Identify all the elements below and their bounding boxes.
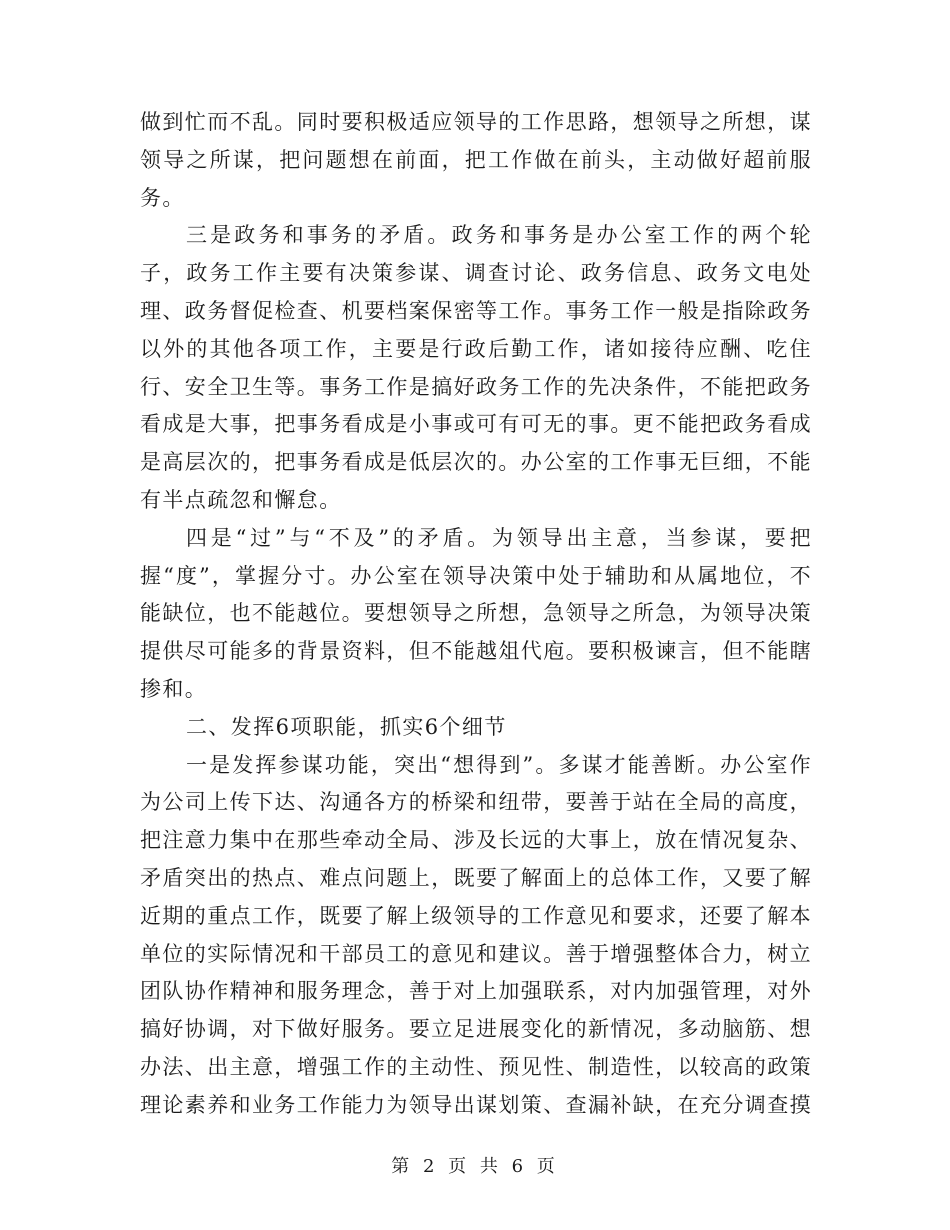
paragraph-politics-vs-affairs: 三是政务和事务的矛盾。政务和事务是办公室工作的两个轮子，政务工作主要有决策参谋、调查讨论、政务信息、政务文电处理、政务督促检查、机要档案保密等工作。事务工作一般是指除政务以外的其他各项工作，主要是行政后勤工作，诸如接待应酬、吃住行、安全卫生等。事务工作是搞好政务工作的先决条件，不能把政务看成是大事，把事务看成是小事或可有可无的事。更不能把政务看成是高层次的，把事务看成是低层次的。办公室的工作事无巨细，不能有半点疏忽和懈怠。 xyxy=(140,223,812,512)
page-number-footer: 第 2 页 共 6 页 xyxy=(391,1156,559,1177)
paragraph-excess-vs-deficiency: 四是“过”与“不及”的矛盾。为领导出主意，当参谋，要把握“度”，掌握分寸。办公室在领导决策中处于辅助和从属地位，不能缺位，也不能越位。要想领导之所想，急领导之所急，为领导决策提供尽可能多的背景资料，但不能越俎代庖。要积极谏言，但不能瞎掺和。 xyxy=(140,525,812,701)
document-body xyxy=(140,104,812,1125)
section-heading: 二、发挥6项职能，抓实6个细节 xyxy=(186,714,507,739)
paragraph-continuation: 做到忙而不乱。同时要积极适应领导的工作思路，想领导之所想，谋领导之所谋，把问题想在前面，把工作做在前头，主动做好超前服务。 xyxy=(140,110,812,210)
paragraph-advisory-function: 一是发挥参谋功能，突出“想得到”。多谋才能善断。办公室作为公司上传下达、沟通各方的桥梁和纽带，要善于站在全局的高度，把注意力集中在那些牵动全局、涉及长远的大事上，放在情况复杂、矛盾突出的热点、难点问题上，既要了解面上的总体工作，又要了解近期的重点工作，既要了解上级领导的工作意见和要求，还要了解本单位的实际情况和干部员工的意见和建议。善于增强整体合力，树立团队协作精神和服务理念，善于对上加强联系，对内加强管理，对外搞好协调，对下做好服务。要立足进展变化的新情况，多动脑筋、想办法、出主意，增强工作的主动性、预见性、制造性，以较高的政策理论素养和业务工作能力为领导出谋划策、查漏补缺，在充分调查摸 xyxy=(140,752,812,1117)
